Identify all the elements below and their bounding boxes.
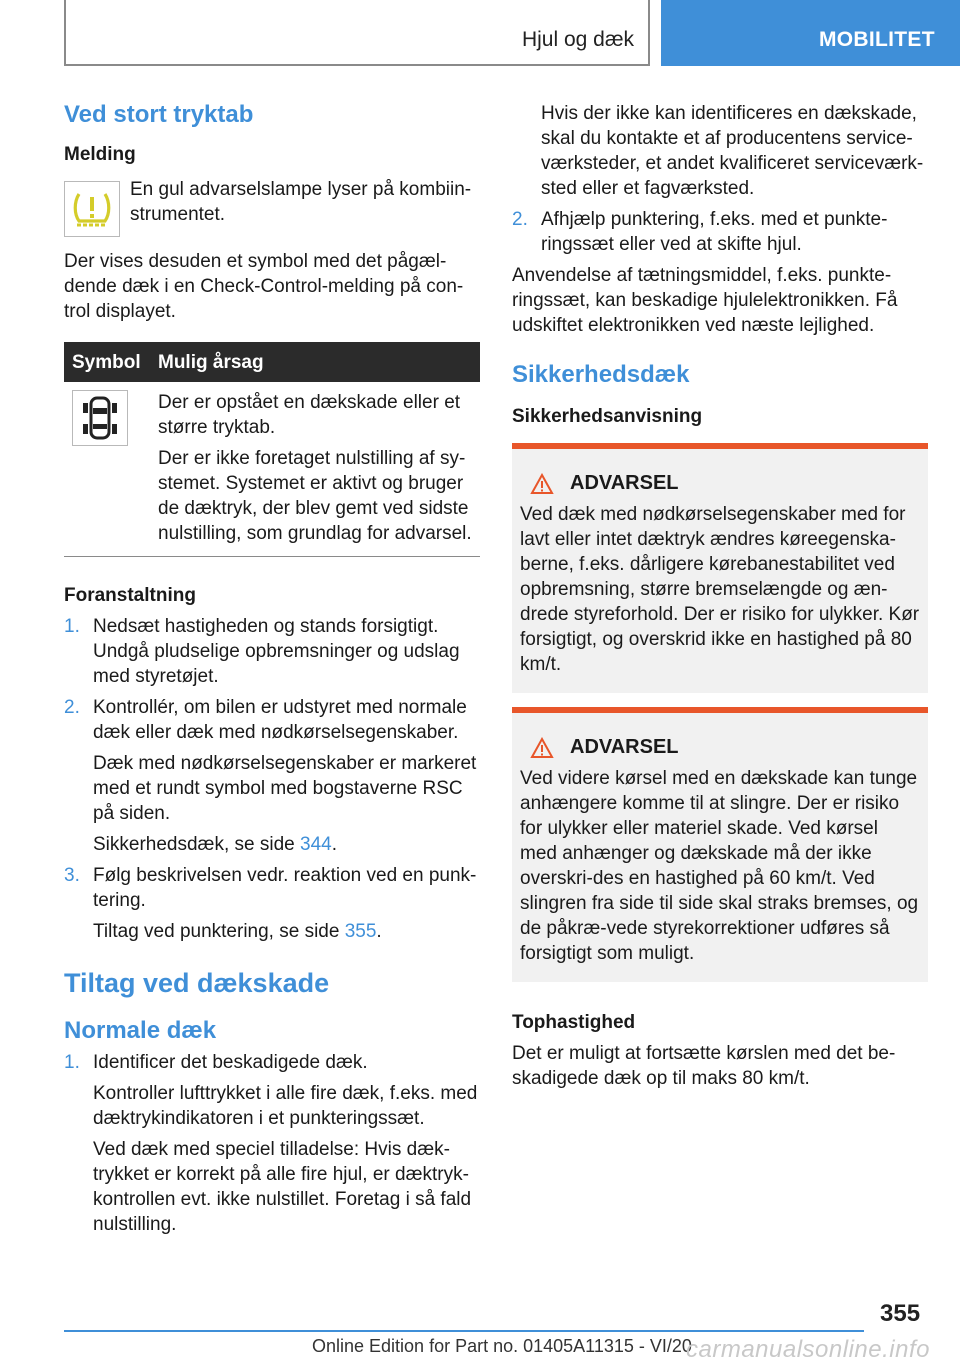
continued-text: Hvis der ikke kan identificeres en dækskade, skal du kontakte et af producentens service-værksteder, et andet kvalificeret serviceværk-sted eller et fagværksted. bbox=[541, 103, 924, 199]
page-link-355[interactable]: 355 bbox=[344, 921, 377, 942]
list-item: 1. Nedsæt hastigheden og stands forsigtigt. Undgå pludselige opbremsninger og udslag med styretøjet. bbox=[64, 616, 460, 687]
list-item: 2. Kontrollér, om bilen er udstyret med normale dæk eller dæk med nødkørselsegenskaber. Dæk med nødkørselsegenskaber er markeret med et rundt symbol med bogstaverne RSC på siden. Sikkerhedsdæk, se side 344. bbox=[64, 697, 477, 855]
heading-safety-tire: Sikkerhedsdæk bbox=[512, 361, 690, 388]
warning-text: Ved dæk med nødkørselsegenskaber med for lavt eller intet dæktryk ændres køreegenska-berne, f.eks. dårligere kørebanestabilitet ved opbremsning, større bremselængde og æn-drede styreforhold. Der er risiko for ulykker. Kør forsigtigt, og overskrid ikke en hastighed på 80 km/t. bbox=[520, 504, 920, 675]
cause-table bbox=[64, 342, 480, 557]
warning-triangle-icon bbox=[530, 737, 554, 759]
sealant-note: Anvendelse af tætningsmiddel, f.eks. punkte-ringssæt, kan beskadige hjulelektronikken. Få udskiftet elektronikken ved næste lejlighed. bbox=[512, 265, 898, 336]
symbol-text: Der vises desuden et symbol med det pågæl-dende dæk i en Check-Control-melding på con-trol displayet. bbox=[64, 251, 464, 322]
list-item: 3. Følg beskrivelsen vedr. reaktion ved en punk-tering. Tiltag ved punktering, se side 355. bbox=[64, 865, 477, 942]
table-header-cause: Mulig årsag bbox=[150, 342, 480, 382]
chapter-title: MOBILITET bbox=[819, 28, 935, 51]
normal-steps-list bbox=[64, 1050, 480, 1237]
watermark: carmanualsonline.info bbox=[686, 1336, 930, 1362]
warning-triangle-icon bbox=[530, 473, 554, 495]
chapter-tab[interactable] bbox=[661, 0, 960, 66]
warning-box-1 bbox=[512, 443, 928, 693]
page-link-344[interactable]: 344 bbox=[300, 834, 332, 855]
cause-2: Der er ikke foretaget nulstilling af sy-stemet. Systemet er aktivt og bruger de dæktryk, der blev gemt ved sidste nulstilling, som grundlag for advarsel. bbox=[158, 448, 472, 544]
left-column bbox=[64, 100, 480, 1237]
edition-text: Online Edition for Part no. 01405A11315 - VI/20 bbox=[312, 1336, 692, 1356]
car-tire-symbol-icon bbox=[72, 390, 128, 446]
tire-pressure-warning-icon bbox=[64, 181, 120, 237]
heading-safety-note: Sikkerhedsanvisning bbox=[512, 406, 703, 427]
warning-text: Ved videre kørsel med en dækskade kan tunge anhængere komme til at slingre. Der er risiko for ulykker eller materiel skade. Ved kørsel med anhænger og dækskade må der ikke overskri-des en hastighed på 60 km/t. Ved slingren fra side til side skal straks bremses, og de påkræ-vede styrekorrektioner udføres så forsigtigt som muligt. bbox=[520, 768, 919, 964]
list-item: 2. Afhjælp punktering, f.eks. med et punkte-ringssæt eller ved at skifte hjul. bbox=[512, 209, 888, 255]
measure-list bbox=[64, 614, 480, 944]
heading-top-speed: Tophastighed bbox=[512, 1012, 636, 1033]
section-title: Hjul og dæk bbox=[521, 28, 634, 51]
steps-continued bbox=[512, 207, 928, 257]
cause-1: Der er opstået en dækskade eller et større tryktab. bbox=[158, 392, 461, 438]
page-number: 355 bbox=[880, 1300, 921, 1327]
footer-divider bbox=[64, 1330, 864, 1332]
heading-message: Melding bbox=[64, 144, 136, 165]
message-block bbox=[64, 177, 480, 237]
header-frame bbox=[64, 0, 650, 66]
heading-damage: Tiltag ved dækskade bbox=[64, 968, 330, 998]
warning-title: ADVARSEL bbox=[570, 472, 679, 494]
heading-normal-tires: Normale dæk bbox=[64, 1017, 217, 1044]
warning-box-2 bbox=[512, 707, 928, 982]
message-text: En gul advarselslampe lyser på kombiin-strumentet. bbox=[130, 179, 472, 225]
table-header-symbol: Symbol bbox=[64, 342, 150, 382]
table-row bbox=[64, 382, 480, 557]
warning-title: ADVARSEL bbox=[570, 736, 679, 758]
heading-loss: Ved stort tryktab bbox=[64, 101, 254, 128]
right-column bbox=[512, 101, 928, 1091]
list-item: 1. Identificer det beskadigede dæk. Kontroller lufttrykket i alle fire dæk, f.eks. med dæktrykindikatoren i et punkteringssæt. Ved dæk med speciel tilladelse: Hvis dæk-trykket er korrekt på alle fire hjul, er dæktryk-kontrollen evt. ikke nulstillet. Foretag i så fald nulstilling. bbox=[64, 1052, 478, 1235]
top-speed-text: Det er muligt at fortsætte kørslen med det be-skadigede dæk op til maks 80 km/t. bbox=[512, 1043, 896, 1089]
heading-measure: Foranstaltning bbox=[64, 585, 196, 606]
